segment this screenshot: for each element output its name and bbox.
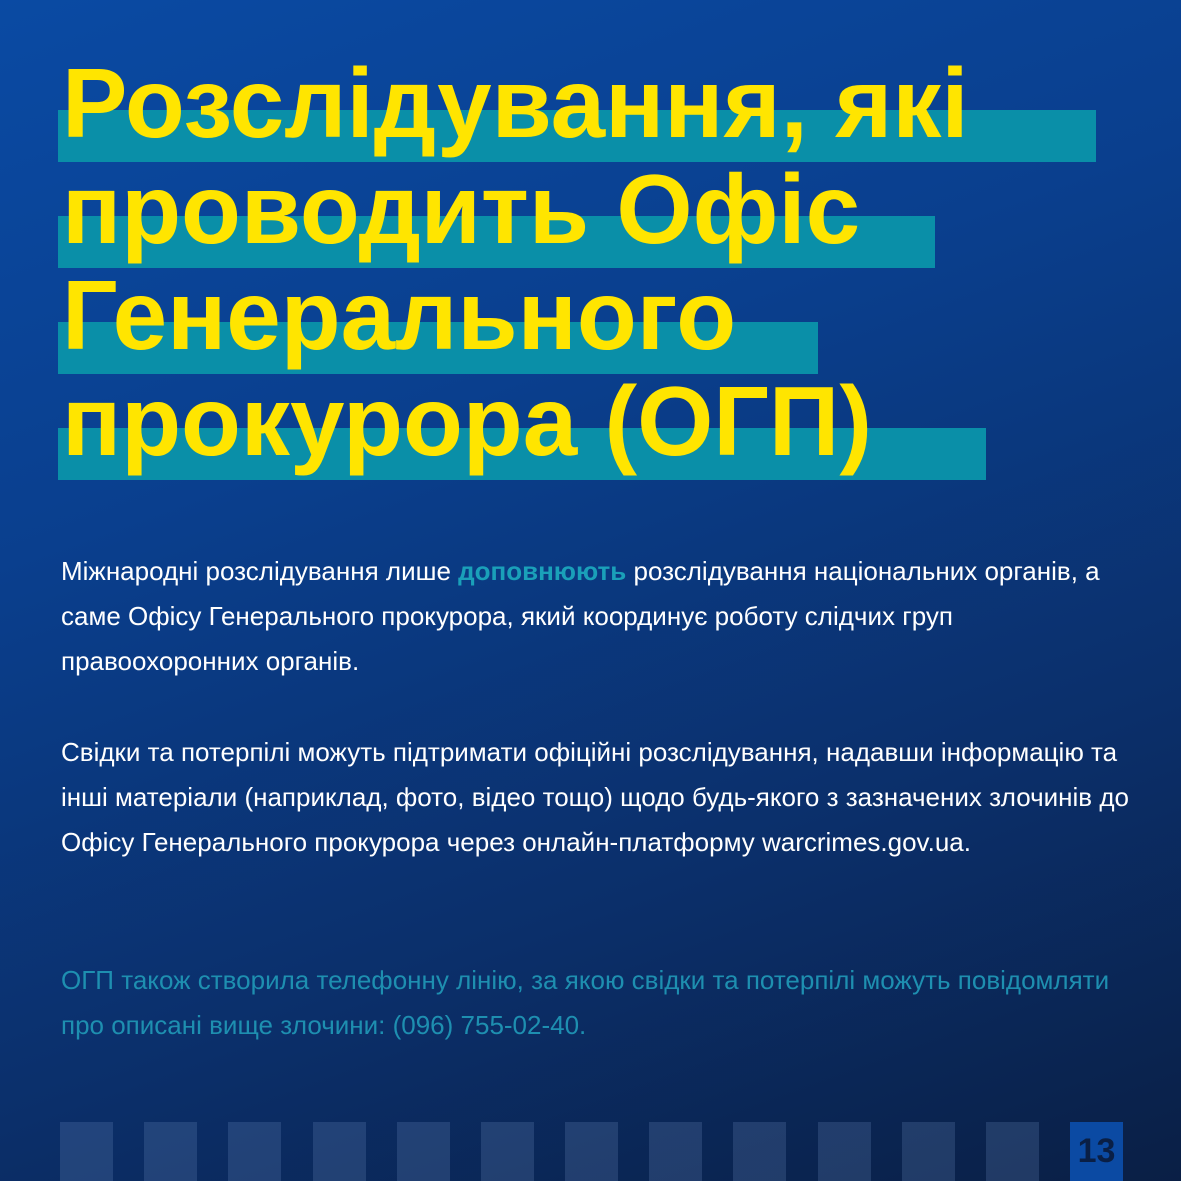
decor-square — [733, 1122, 786, 1181]
title-text: Генерального — [62, 260, 737, 370]
intro-text-start: Міжнародні розслідування лише — [61, 556, 459, 586]
decor-square — [228, 1122, 281, 1181]
decor-square — [902, 1122, 955, 1181]
decor-square — [565, 1122, 618, 1181]
decor-square — [397, 1122, 450, 1181]
title-line-4 — [58, 366, 1138, 476]
title-text: прокурора (ОГП) — [62, 366, 872, 476]
page-number: 13 — [1070, 1122, 1123, 1181]
title-text: Розслідування, які — [62, 48, 969, 158]
hotline-paragraph: ОГП також створила телефонну лінію, за якою свідки та потерпілі можуть повідомляти про описані вище злочини: (096) 755-02-40. — [61, 965, 1110, 1040]
intro-text-end: розслідування національних органів, а саме Офісу Генерального прокурора, який координує роботу слідчих груп правоохоронних органів. — [61, 556, 1100, 676]
title-text: проводить Офіс — [62, 154, 861, 264]
page-title — [58, 48, 1138, 476]
decor-square — [818, 1122, 871, 1181]
decor-square — [313, 1122, 366, 1181]
decor-square — [60, 1122, 113, 1181]
title-line-3 — [58, 260, 1138, 370]
title-line-1 — [58, 48, 1138, 158]
decor-square — [649, 1122, 702, 1181]
witness-paragraph: Свідки та потерпілі можуть підтримати офіційні розслідування, надавши інформацію та інші матеріали (наприклад, фото, відео тощо) щодо будь-якого з зазначених злочинів до Офісу Генерального прокурора через онлайн-платформу warcrimes.gov.ua. — [61, 737, 1129, 857]
highlight-word: доповнюють — [458, 556, 627, 586]
decor-square — [144, 1122, 197, 1181]
intro-paragraph — [61, 549, 1131, 684]
title-line-2 — [58, 154, 1138, 264]
decor-square — [481, 1122, 534, 1181]
decor-square — [986, 1122, 1039, 1181]
